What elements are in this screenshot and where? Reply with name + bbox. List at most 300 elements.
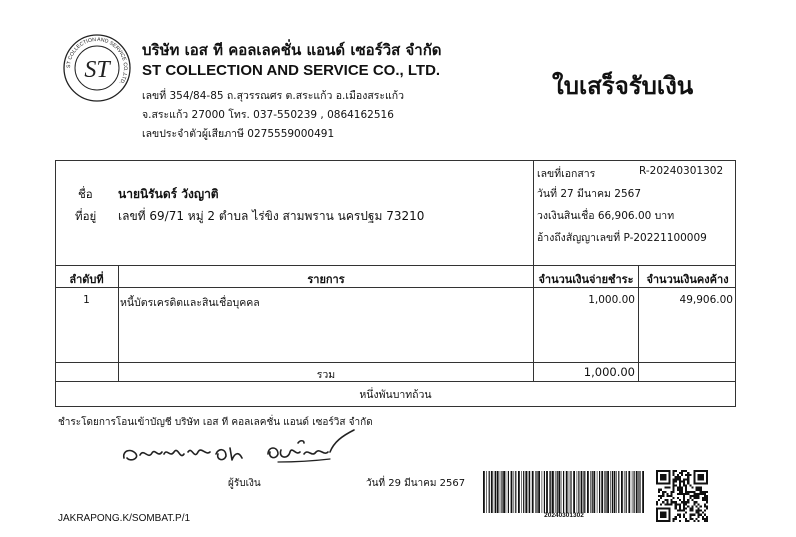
qr-module xyxy=(704,505,706,507)
qr-module xyxy=(696,497,698,499)
qr-module xyxy=(698,493,700,495)
qr-code xyxy=(656,470,708,522)
barcode-bar xyxy=(521,471,522,513)
qr-module xyxy=(677,487,679,489)
qr-module xyxy=(679,516,681,518)
qr-module xyxy=(696,482,698,484)
qr-module xyxy=(683,482,685,484)
company-logo xyxy=(62,33,132,103)
row-1-paid: 1,000.00 xyxy=(588,294,635,306)
customer-name-label: ชื่อ xyxy=(78,187,93,201)
qr-module xyxy=(706,505,708,507)
barcode-bar xyxy=(561,471,562,513)
qr-module xyxy=(689,514,691,516)
doc-no: R-20240301302 xyxy=(639,165,724,177)
qr-module xyxy=(693,503,695,505)
qr-module xyxy=(666,520,668,522)
qr-module xyxy=(681,491,683,493)
barcode-bar xyxy=(538,471,540,513)
qr-module xyxy=(673,520,675,522)
qr-module xyxy=(698,512,700,514)
barcode-bar xyxy=(491,471,493,513)
qr-module xyxy=(668,470,670,472)
qr-module xyxy=(656,501,658,503)
barcode-bar xyxy=(532,471,534,513)
qr-module xyxy=(675,478,677,480)
barcode-bar xyxy=(636,471,638,513)
qr-module xyxy=(698,482,700,484)
qr-module xyxy=(687,505,689,507)
barcode-bar xyxy=(628,471,630,513)
qr-module xyxy=(668,495,670,497)
barcode-bar xyxy=(515,471,516,513)
qr-module xyxy=(706,482,708,484)
qr-module xyxy=(693,501,695,503)
payment-note: ชำระโดยการโอนเข้าบัญชี บริษัท เอส ที คอลเลคชั่น แอนด์ เซอร์วิส จำกัด xyxy=(58,417,373,428)
qr-module xyxy=(698,503,700,505)
qr-module xyxy=(687,493,689,495)
qr-module xyxy=(702,512,704,514)
qr-module xyxy=(677,474,679,476)
qr-module xyxy=(685,489,687,491)
barcode-bar xyxy=(584,471,585,513)
qr-module xyxy=(700,470,702,472)
doc-no-label: เลขที่เอกสาร xyxy=(537,168,596,180)
qr-module xyxy=(668,472,670,474)
qr-module xyxy=(677,514,679,516)
qr-module xyxy=(683,516,685,518)
barcode-bar xyxy=(511,471,513,513)
customer-name: นายนิรันดร์ วังญาติ xyxy=(118,187,219,201)
qr-module xyxy=(683,480,685,482)
qr-module xyxy=(685,487,687,489)
qr-module xyxy=(666,470,668,472)
qr-module xyxy=(702,497,704,499)
qr-module xyxy=(656,510,658,512)
qr-module xyxy=(679,503,681,505)
qr-module xyxy=(679,510,681,512)
qr-module xyxy=(706,516,708,518)
qr-module xyxy=(702,478,704,480)
barcode-bar xyxy=(587,471,589,513)
qr-module xyxy=(668,476,670,478)
qr-module xyxy=(687,499,689,501)
qr-module xyxy=(691,514,693,516)
receipt-date: วันที่ 29 มีนาคม 2567 xyxy=(366,478,466,489)
qr-module xyxy=(656,470,658,472)
qr-module xyxy=(668,520,670,522)
qr-module xyxy=(666,501,668,503)
qr-module xyxy=(693,497,695,499)
barcode-bar xyxy=(525,471,527,513)
qr-module xyxy=(700,489,702,491)
qr-module xyxy=(683,478,685,480)
qr-module xyxy=(702,493,704,495)
qr-module xyxy=(696,495,698,497)
qr-module xyxy=(662,507,664,509)
doc-date: วันที่ 27 มีนาคม 2567 xyxy=(537,188,642,200)
qr-module xyxy=(660,503,662,505)
qr-module xyxy=(685,503,687,505)
qr-module xyxy=(702,474,704,476)
barcode xyxy=(482,471,646,513)
qr-module xyxy=(662,482,664,484)
qr-module xyxy=(668,503,670,505)
barcode-bar xyxy=(544,471,545,513)
qr-module xyxy=(698,474,700,476)
qr-module xyxy=(673,474,675,476)
qr-module xyxy=(664,482,666,484)
qr-module xyxy=(698,489,700,491)
barcode-bar xyxy=(535,471,536,513)
qr-module xyxy=(660,482,662,484)
qr-module xyxy=(658,470,660,472)
barcode-bar xyxy=(552,471,554,513)
barcode-bar xyxy=(592,471,593,513)
qr-module xyxy=(673,482,675,484)
qr-module xyxy=(656,512,658,514)
qr-module xyxy=(683,497,685,499)
qr-module xyxy=(700,487,702,489)
qr-module xyxy=(656,516,658,518)
qr-module xyxy=(706,491,708,493)
qr-module xyxy=(693,476,695,478)
barcode-bar xyxy=(569,471,570,513)
qr-module xyxy=(660,520,662,522)
qr-module xyxy=(656,514,658,516)
qr-module xyxy=(664,499,666,501)
row-1-no: 1 xyxy=(83,294,90,306)
barcode-bar xyxy=(546,471,548,513)
barcode-bar xyxy=(624,471,625,513)
qr-module xyxy=(689,507,691,509)
qr-module xyxy=(683,485,685,487)
qr-module xyxy=(706,520,708,522)
qr-module xyxy=(662,491,664,493)
qr-module xyxy=(691,491,693,493)
qr-module xyxy=(698,507,700,509)
qr-module xyxy=(698,478,700,480)
qr-module xyxy=(656,474,658,476)
qr-module xyxy=(660,495,662,497)
qr-module xyxy=(691,499,693,501)
qr-module xyxy=(693,520,695,522)
barcode-bar xyxy=(566,471,568,513)
qr-module xyxy=(689,495,691,497)
customer-address-label: ที่อยู่ xyxy=(75,209,97,223)
qr-module xyxy=(687,482,689,484)
qr-module xyxy=(693,482,695,484)
header-divider xyxy=(55,265,736,266)
qr-module xyxy=(658,499,660,501)
qr-module xyxy=(671,499,673,501)
barcode-bar xyxy=(555,471,556,513)
company-tax-id: เลขประจำตัวผู้เสียภาษี 0275559000491 xyxy=(142,128,335,140)
qr-module xyxy=(706,507,708,509)
qr-module xyxy=(656,520,658,522)
qr-module xyxy=(704,503,706,505)
document-title: ใบเสร็จรับเงิน xyxy=(552,72,694,100)
qr-module xyxy=(681,470,683,472)
qr-module xyxy=(706,478,708,480)
qr-module xyxy=(706,518,708,520)
qr-module xyxy=(696,512,698,514)
qr-module xyxy=(675,507,677,509)
qr-module xyxy=(706,474,708,476)
qr-module xyxy=(662,514,664,516)
qr-module xyxy=(698,470,700,472)
qr-module xyxy=(706,497,708,499)
qr-module xyxy=(685,512,687,514)
qr-module xyxy=(666,495,668,497)
qr-module xyxy=(696,470,698,472)
qr-module xyxy=(668,512,670,514)
qr-module xyxy=(683,514,685,516)
barcode-bar xyxy=(483,471,485,513)
qr-module xyxy=(689,510,691,512)
qr-module xyxy=(675,480,677,482)
qr-module xyxy=(675,485,677,487)
qr-module xyxy=(691,510,693,512)
barcode-bar xyxy=(500,471,501,513)
barcode-bar xyxy=(618,471,619,513)
barcode-bar xyxy=(599,471,600,513)
qr-module xyxy=(658,489,660,491)
qr-module xyxy=(673,470,675,472)
qr-module xyxy=(673,491,675,493)
qr-module xyxy=(698,516,700,518)
qr-module xyxy=(668,516,670,518)
qr-module xyxy=(704,499,706,501)
qr-module xyxy=(675,503,677,505)
qr-module xyxy=(689,497,691,499)
qr-module xyxy=(656,472,658,474)
qr-module xyxy=(698,476,700,478)
qr-module xyxy=(681,480,683,482)
qr-module xyxy=(681,489,683,491)
qr-module xyxy=(691,495,693,497)
qr-module xyxy=(675,518,677,520)
contract-ref: อ้างถึงสัญญาเลขที่ P-20221100009 xyxy=(537,232,707,244)
qr-module xyxy=(660,489,662,491)
qr-module xyxy=(696,518,698,520)
qr-module xyxy=(706,476,708,478)
qr-module xyxy=(693,480,695,482)
barcode-bar xyxy=(614,471,616,513)
qr-module xyxy=(696,510,698,512)
barcode-bar xyxy=(518,471,520,513)
qr-module xyxy=(666,487,668,489)
logo-monogram: ST xyxy=(84,57,110,83)
qr-module xyxy=(660,514,662,516)
qr-module xyxy=(675,516,677,518)
qr-module xyxy=(677,489,679,491)
barcode-bar xyxy=(508,471,509,513)
qr-module xyxy=(662,520,664,522)
qr-module xyxy=(673,518,675,520)
barcode-bar xyxy=(497,471,499,513)
qr-module xyxy=(658,507,660,509)
barcode-bar xyxy=(597,471,598,513)
qr-module xyxy=(668,478,670,480)
receiver-label: ผู้รับเงิน xyxy=(228,478,261,489)
qr-module xyxy=(675,476,677,478)
qr-module xyxy=(666,482,668,484)
col-header-item: รายการ xyxy=(307,273,345,286)
qr-module xyxy=(666,499,668,501)
qr-module xyxy=(687,474,689,476)
qr-module xyxy=(706,472,708,474)
qr-module xyxy=(700,514,702,516)
qr-module xyxy=(685,470,687,472)
qr-module xyxy=(660,478,662,480)
barcode-bar xyxy=(495,471,496,513)
barcode-bar xyxy=(638,471,639,513)
qr-module xyxy=(679,507,681,509)
qr-module xyxy=(687,480,689,482)
qr-module xyxy=(664,514,666,516)
qr-module xyxy=(675,505,677,507)
qr-module xyxy=(687,472,689,474)
qr-module xyxy=(679,478,681,480)
barcode-bar xyxy=(642,471,644,513)
qr-module xyxy=(704,470,706,472)
qr-module xyxy=(681,510,683,512)
qr-module xyxy=(656,478,658,480)
qr-module xyxy=(693,472,695,474)
qr-module xyxy=(660,516,662,518)
logo-ring-text: ST COLLECTION AND SERVICE CO.,LTD. xyxy=(65,36,129,86)
qr-module xyxy=(683,510,685,512)
barcode-bar xyxy=(528,471,529,513)
qr-module xyxy=(662,501,664,503)
qr-module xyxy=(681,474,683,476)
col-header-remaining: จำนวนเงินคงค้าง xyxy=(646,273,729,286)
qr-module xyxy=(704,491,706,493)
rows-divider xyxy=(55,362,736,363)
qr-module xyxy=(687,476,689,478)
credit-limit: วงเงินสินเชื่อ 66,906.00 บาท xyxy=(537,210,675,222)
barcode-bar xyxy=(558,471,560,513)
qr-module xyxy=(698,520,700,522)
qr-module xyxy=(677,503,679,505)
total-label: รวม xyxy=(316,369,336,381)
qr-module xyxy=(700,491,702,493)
qr-module xyxy=(662,470,664,472)
qr-module xyxy=(664,476,666,478)
qr-module xyxy=(679,493,681,495)
qr-module xyxy=(664,516,666,518)
qr-module xyxy=(693,474,695,476)
qr-module xyxy=(658,520,660,522)
qr-module xyxy=(679,489,681,491)
barcode-bar xyxy=(581,471,583,513)
qr-module xyxy=(693,514,695,516)
barcode-bar xyxy=(536,471,537,513)
qr-module xyxy=(668,480,670,482)
qr-module xyxy=(664,507,666,509)
qr-module xyxy=(677,493,679,495)
qr-module xyxy=(685,518,687,520)
barcode-bar xyxy=(639,471,640,513)
qr-module xyxy=(691,487,693,489)
qr-module xyxy=(685,520,687,522)
qr-module xyxy=(704,514,706,516)
receiver-signature xyxy=(118,428,368,472)
qr-module xyxy=(681,487,683,489)
qr-module xyxy=(700,510,702,512)
barcode-bar xyxy=(563,471,564,513)
barcode-bar xyxy=(621,471,623,513)
qr-module xyxy=(700,476,702,478)
qr-module xyxy=(679,476,681,478)
qr-module xyxy=(683,505,685,507)
qr-module xyxy=(658,495,660,497)
qr-module xyxy=(700,493,702,495)
qr-module xyxy=(671,493,673,495)
barcode-bar xyxy=(514,471,515,513)
qr-module xyxy=(656,507,658,509)
qr-module xyxy=(673,489,675,491)
qr-module xyxy=(664,470,666,472)
barcode-bar xyxy=(494,471,495,513)
qr-module xyxy=(687,478,689,480)
qr-module xyxy=(656,482,658,484)
qr-module xyxy=(700,474,702,476)
qr-module xyxy=(662,476,664,478)
qr-module xyxy=(660,474,662,476)
customer-address: เลขที่ 69/71 หมู่ 2 ตำบล ไร่ขิง สามพราน นครปฐม 73210 xyxy=(118,209,425,223)
qr-module xyxy=(685,474,687,476)
qr-module xyxy=(675,501,677,503)
barcode-bar xyxy=(607,471,609,513)
qr-module xyxy=(687,491,689,493)
qr-module xyxy=(700,505,702,507)
qr-module xyxy=(683,507,685,509)
reference-code: JAKRAPONG.K/SOMBAT.P/1 xyxy=(58,513,191,524)
qr-module xyxy=(704,495,706,497)
qr-module xyxy=(685,491,687,493)
qr-module xyxy=(679,480,681,482)
qr-module xyxy=(658,482,660,484)
qr-module xyxy=(679,485,681,487)
qr-module xyxy=(700,482,702,484)
qr-module xyxy=(706,470,708,472)
qr-module xyxy=(683,503,685,505)
qr-module xyxy=(685,478,687,480)
qr-module xyxy=(679,514,681,516)
qr-module xyxy=(685,485,687,487)
qr-module xyxy=(671,495,673,497)
qr-module xyxy=(696,493,698,495)
qr-module xyxy=(668,518,670,520)
qr-module xyxy=(679,491,681,493)
barcode-bar xyxy=(501,471,502,513)
amount-in-words: หนึ่งพันบาทถ้วน xyxy=(359,389,432,401)
qr-module xyxy=(685,493,687,495)
barcode-bar xyxy=(590,471,591,513)
qr-module xyxy=(693,478,695,480)
row-1-item: หนี้บัตรเครดิตและสินเชื่อบุคคล xyxy=(120,297,260,309)
qr-module xyxy=(675,470,677,472)
qr-module xyxy=(683,501,685,503)
qr-module xyxy=(696,487,698,489)
qr-module xyxy=(683,493,685,495)
qr-module xyxy=(662,474,664,476)
company-address-line1: เลขที่ 354/84-85 ถ.สุวรรณศร ต.สระแก้ว อ.เมืองสระแก้ว xyxy=(142,90,405,102)
qr-module xyxy=(677,510,679,512)
barcode-bar xyxy=(616,471,617,513)
